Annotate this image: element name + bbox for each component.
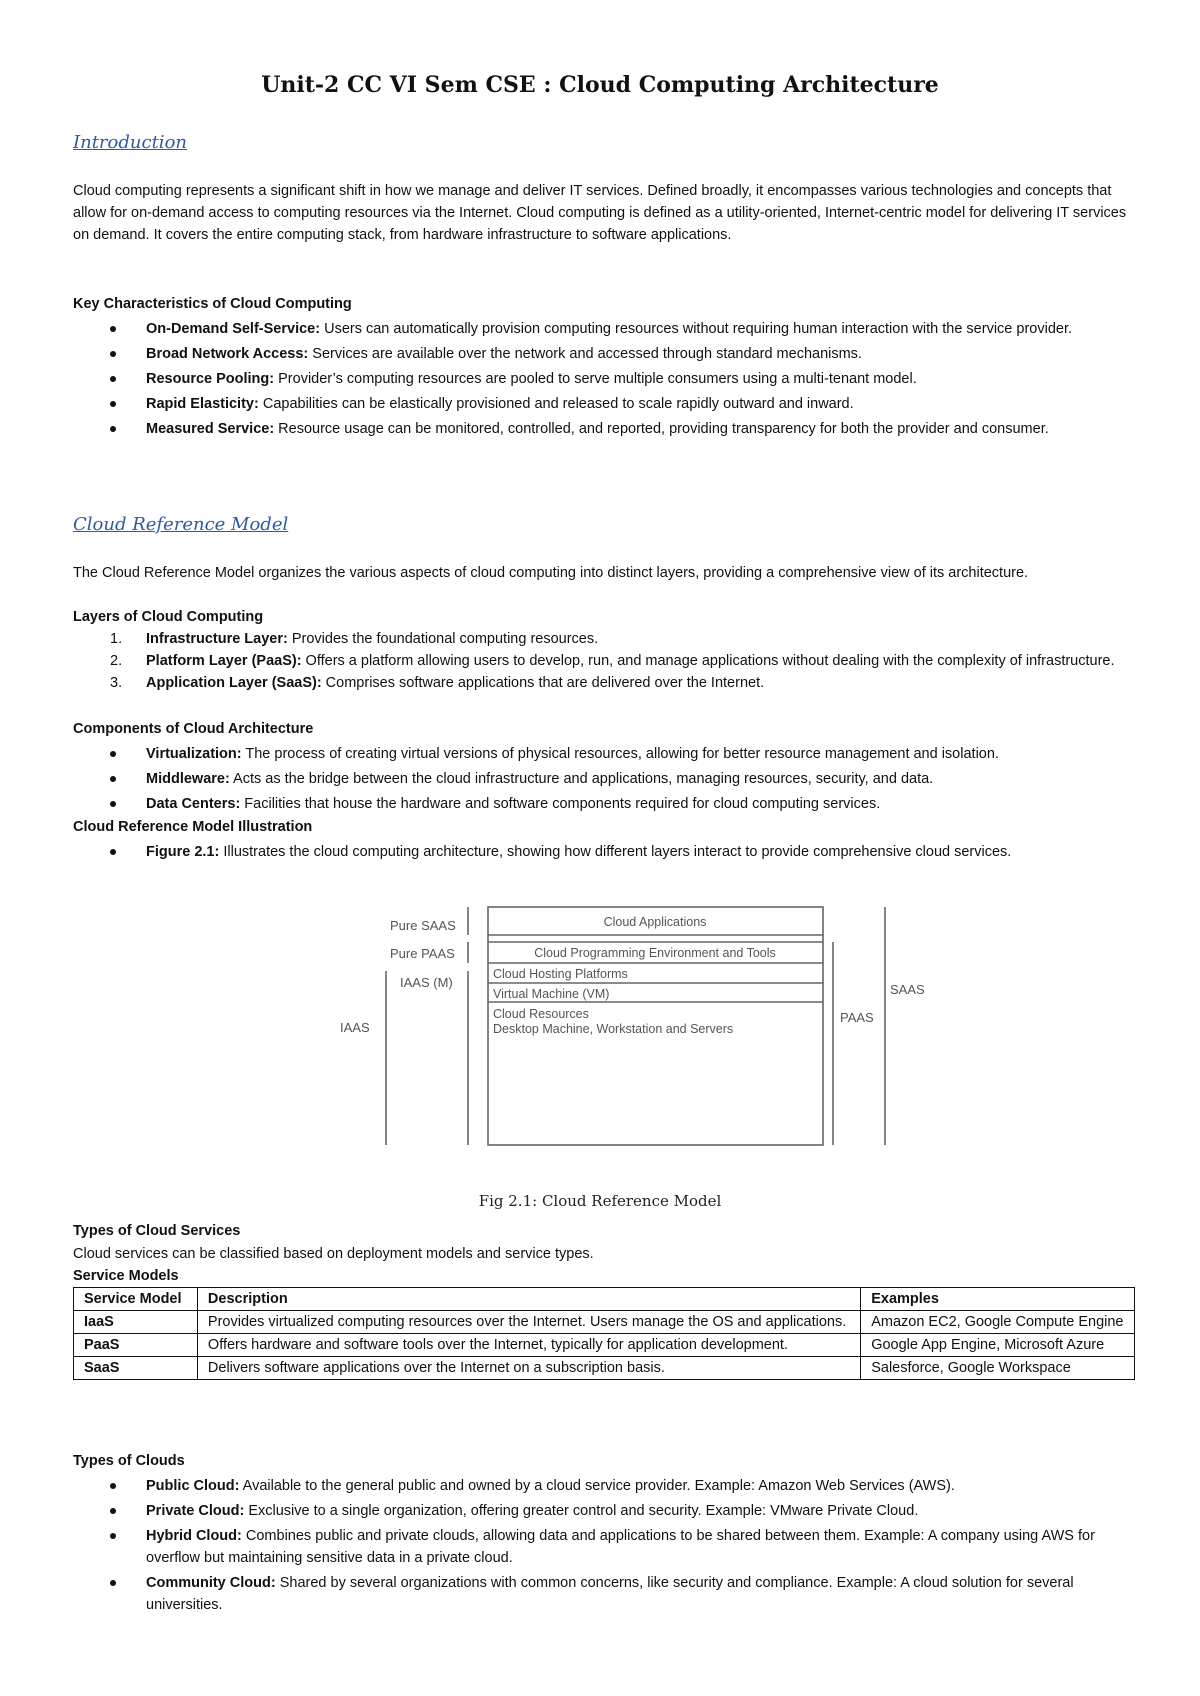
types-heading: Types of Cloud Services: [73, 1223, 241, 1239]
cloud-programming-label: Cloud Programming Environment and Tools: [534, 946, 776, 960]
key-characteristics-list: [73, 318, 1143, 443]
table-row: [74, 1357, 1135, 1380]
table-cell: Google App Engine, Microsoft Azure: [861, 1334, 1135, 1357]
table-header: Service Model: [74, 1288, 198, 1311]
types-paragraph: Cloud services can be classified based on deployment models and service types.: [73, 1246, 594, 1262]
figure-caption: Fig 2.1: Cloud Reference Model: [478, 1192, 722, 1210]
list-item: Middleware: Acts as the bridge between the cloud infrastructure and applications, managing resources, security, and data.: [73, 768, 1143, 790]
saas-label: SAAS: [890, 982, 925, 997]
layers-list: [73, 628, 1143, 694]
paas-label: PAAS: [840, 1010, 874, 1025]
list-item: Resource Pooling: Provider’s computing resources are pooled to serve multiple consumers using a multi-tenant model.: [73, 368, 1143, 390]
table-cell: Amazon EC2, Google Compute Engine: [861, 1311, 1135, 1334]
list-item: Hybrid Cloud: Combines public and private clouds, allowing data and applications to be shared between them. Example: A company using AWS for overflow but maintaining sensitive data in a private cloud.: [73, 1525, 1143, 1569]
pure-paas-label: Pure PAAS: [390, 946, 455, 961]
list-item: 2. Platform Layer (PaaS): Offers a platform allowing users to develop, run, and manage applications without dealing with the complexity of infrastructure.: [110, 653, 1115, 669]
layers-heading: Layers of Cloud Computing: [73, 609, 264, 625]
list-item: Broad Network Access: Services are available over the network and accessed through standard mechanisms.: [73, 343, 1143, 365]
table-cell: IaaS: [74, 1311, 198, 1334]
list-item: 3. Application Layer (SaaS): Comprises software applications that are delivered over the Internet.: [110, 675, 765, 691]
intro-paragraph: Cloud computing represents a significant shift in how we manage and deliver IT services. Defined broadly, it encompasses various technologies and concepts that allow for on-demand access to computing resources via the Internet. Cloud computing is defined as a utility-oriented, Internet-centric model for delivering IT services on demand. It covers the entire computing stack, from hardware infrastructure to software applications.: [73, 183, 1127, 243]
list-item: Figure 2.1: Illustrates the cloud computing architecture, showing how different layers interact to provide comprehensive cloud services.: [73, 841, 1143, 863]
list-item: Measured Service: Resource usage can be monitored, controlled, and reported, providing transparency for both the provider and consumer.: [73, 418, 1143, 440]
list-item: 1. Infrastructure Layer: Provides the foundational computing resources.: [110, 631, 599, 647]
cloud-applications-label: Cloud Applications: [603, 915, 707, 929]
components-heading: Components of Cloud Architecture: [73, 721, 314, 737]
table-header: Examples: [861, 1288, 1135, 1311]
table-cell: Offers hardware and software tools over the Internet, typically for application development.: [197, 1334, 860, 1357]
key-characteristics-heading: Key Characteristics of Cloud Computing: [73, 296, 352, 312]
service-models-table: [73, 1287, 1135, 1380]
reference-model-paragraph: The Cloud Reference Model organizes the various aspects of cloud computing into distinct layers, providing a comprehensive view of its architecture.: [73, 565, 1029, 581]
cloud-hosting-label: Cloud Hosting Platforms: [493, 967, 628, 981]
intro-heading: Introduction: [73, 132, 187, 153]
table-row: [74, 1311, 1135, 1334]
types-of-clouds-heading: Types of Clouds: [73, 1453, 185, 1469]
table-cell: Salesforce, Google Workspace: [861, 1357, 1135, 1380]
service-models-heading: Service Models: [73, 1268, 179, 1284]
cloud-resources-label: Cloud Resources: [493, 1007, 589, 1021]
list-item: Private Cloud: Exclusive to a single organization, offering greater control and security. Example: VMware Private Cloud.: [73, 1500, 1143, 1522]
illustration-heading: Cloud Reference Model Illustration: [73, 819, 313, 835]
table-cell: Delivers software applications over the Internet on a subscription basis.: [197, 1357, 860, 1380]
list-item: Virtualization: The process of creating virtual versions of physical resources, allowing for better resource management and isolation.: [73, 743, 1143, 765]
cloud-reference-model-diagram: [330, 905, 930, 1150]
list-item: Community Cloud: Shared by several organizations with common concerns, like security and compliance. Example: A cloud solution for several universities.: [73, 1572, 1143, 1616]
table-cell: PaaS: [74, 1334, 198, 1357]
page-title: Unit-2 CC VI Sem CSE : Cloud Computing Architecture: [261, 72, 939, 98]
virtual-machine-label: Virtual Machine (VM): [493, 987, 610, 1001]
illustration-list: [73, 841, 1143, 866]
list-item: Public Cloud: Available to the general public and owned by a cloud service provider. Example: Amazon Web Services (AWS).: [73, 1475, 1143, 1497]
table-header: Description: [197, 1288, 860, 1311]
desktop-machine-label: Desktop Machine, Workstation and Servers: [493, 1022, 734, 1036]
types-of-clouds-list: [73, 1475, 1143, 1619]
reference-model-heading: Cloud Reference Model: [73, 514, 289, 535]
list-item: Data Centers: Facilities that house the hardware and software components required for cloud computing services.: [73, 793, 1143, 815]
list-item: On-Demand Self-Service: Users can automatically provision computing resources without requiring human interaction with the service provider.: [73, 318, 1143, 340]
components-list: [73, 743, 1143, 818]
iaas-m-label: IAAS (M): [400, 975, 453, 990]
iaas-label: IAAS: [340, 1020, 370, 1035]
table-cell: SaaS: [74, 1357, 198, 1380]
pure-saas-label: Pure SAAS: [390, 918, 456, 933]
table-row: [74, 1334, 1135, 1357]
table-cell: Provides virtualized computing resources over the Internet. Users manage the OS and applications.: [197, 1311, 860, 1334]
list-item: Rapid Elasticity: Capabilities can be elastically provisioned and released to scale rapidly outward and inward.: [73, 393, 1143, 415]
table-header-row: [74, 1288, 1135, 1311]
